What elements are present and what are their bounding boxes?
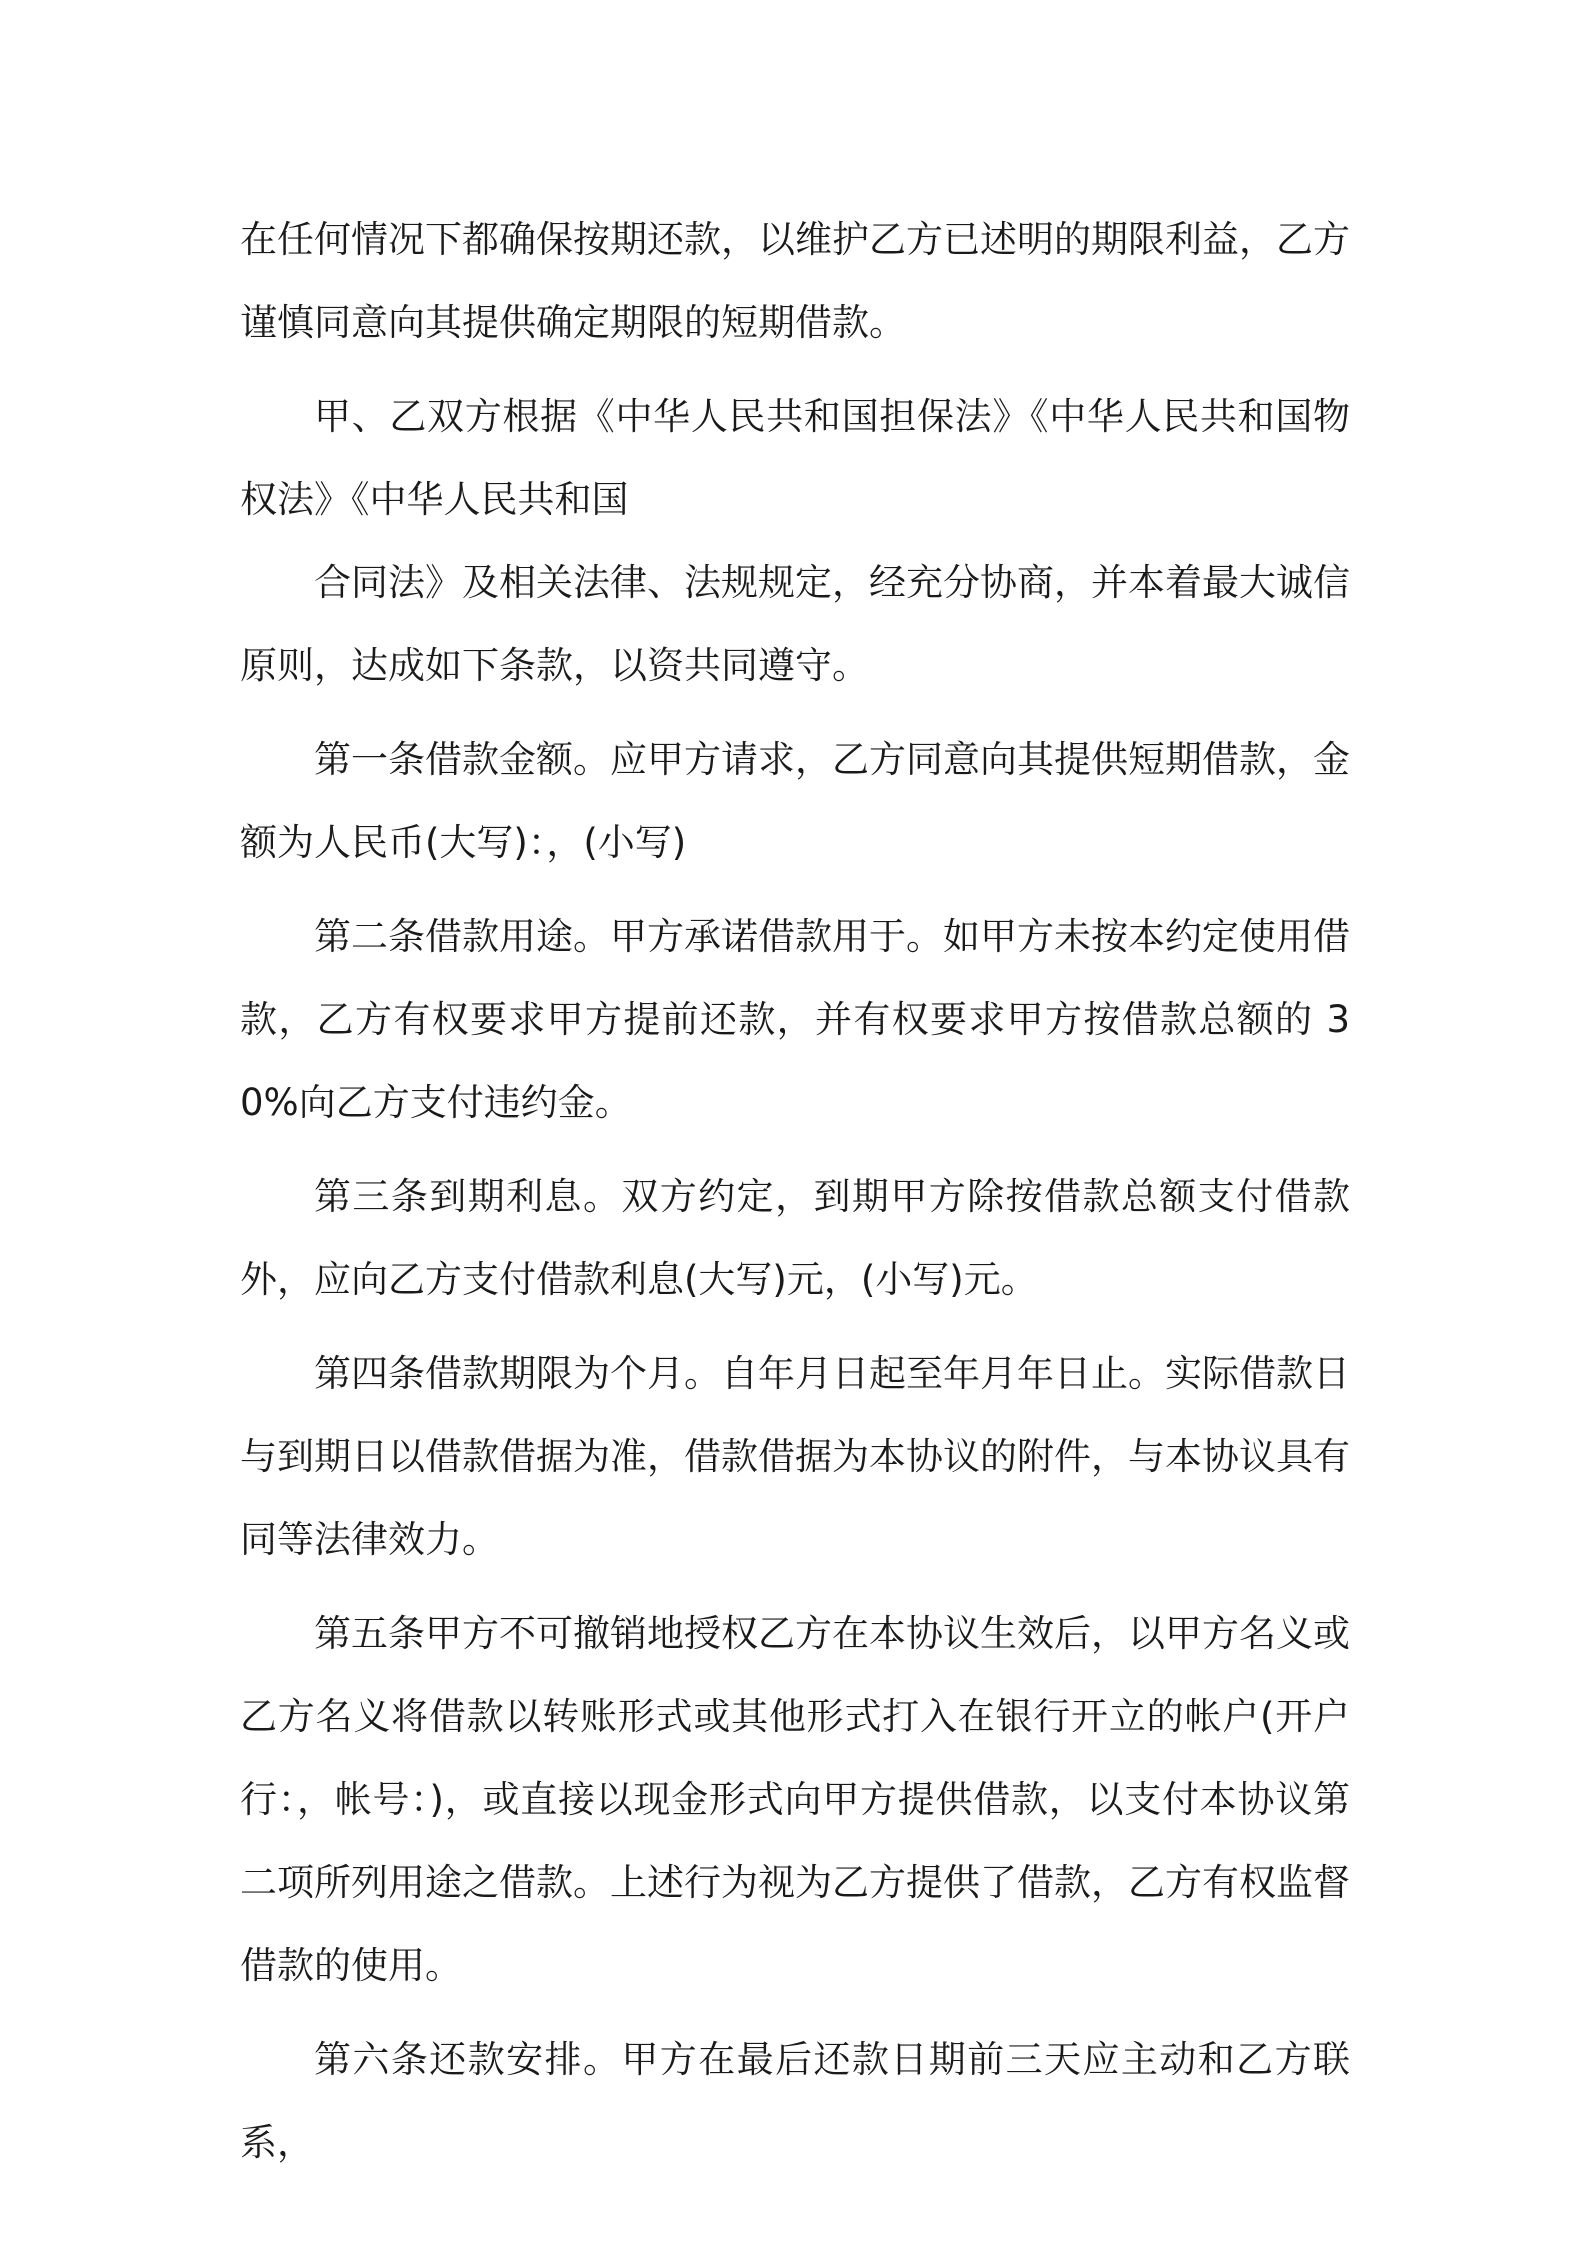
- paragraph-5: 第二条借款用途。甲方承诺借款用于。如甲方未按本约定使用借款，乙方有权要求甲方提前还款，并有权要求甲方按借款总额的 30%向乙方支付违约金。: [240, 915, 1350, 1124]
- paragraph-6: 第三条到期利息。双方约定，到期甲方除按借款总额支付借款外，应向乙方支付借款利息(大写)元，(小写)元。: [240, 1175, 1350, 1301]
- paragraph-8: 第五条甲方不可撤销地授权乙方在本协议生效后，以甲方名义或乙方名义将借款以转账形式或其他形式打入在银行开立的帐户(开户行：，帐号：)，或直接以现金形式向甲方提供借款，以支付本协议第二项所列用途之借款。上述行为视为乙方提供了借款，乙方有权监督借款的使用。: [240, 1612, 1350, 1987]
- document-body: [240, 198, 1350, 2195]
- paragraph-4: 第一条借款金额。应甲方请求，乙方同意向其提供短期借款，金额为人民币(大写)：，(小写): [240, 738, 1350, 864]
- paragraph-3: 合同法》及相关法律、法规规定，经充分协商，并本着最大诚信原则，达成如下条款，以资共同遵守。: [240, 561, 1350, 687]
- paragraph-7: 第四条借款期限为个月。自年月日起至年月年日止。实际借款日与到期日以借款借据为准，借款借据为本协议的附件，与本协议具有同等法律效力。: [240, 1352, 1350, 1561]
- paragraph-2: 甲、乙双方根据《中华人民共和国担保法》《中华人民共和国物权法》《中华人民共和国: [240, 395, 1350, 521]
- paragraph-1: 在任何情况下都确保按期还款，以维护乙方已述明的期限利益，乙方谨慎同意向其提供确定期限的短期借款。: [240, 218, 1350, 344]
- paragraph-9: 第六条还款安排。甲方在最后还款日期前三天应主动和乙方联系，: [240, 2038, 1350, 2164]
